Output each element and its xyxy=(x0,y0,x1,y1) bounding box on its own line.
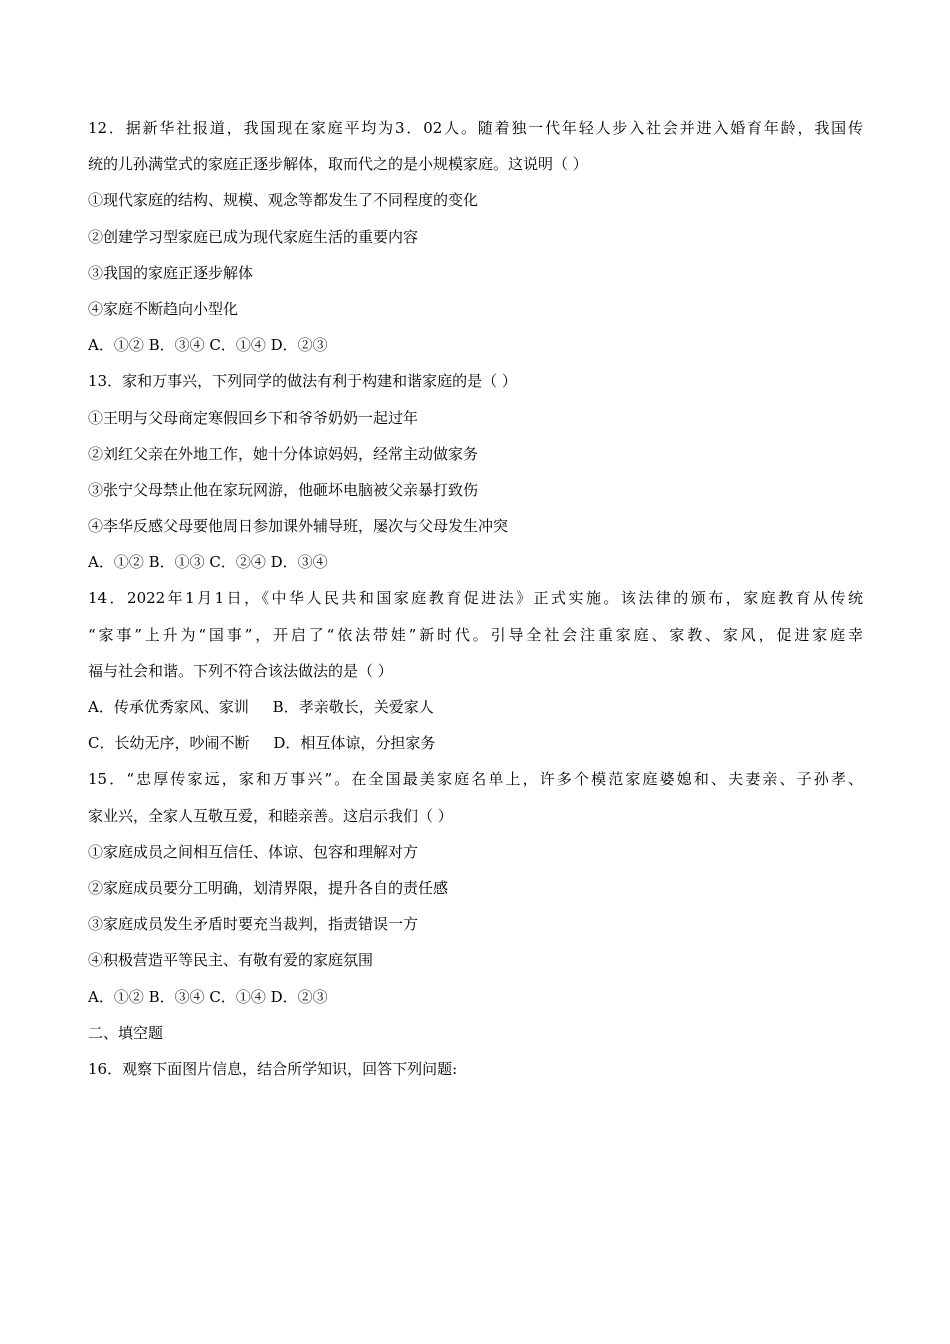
question-14-stem-line-1: 14．2022年1月1日，《中华人民共和国家庭教育促进法》正式实施。该法律的颁布，家庭教育从传统 xyxy=(88,589,863,608)
question-15-statement-4: ④积极营造平等民主、有敬有爱的家庭氛围 xyxy=(88,951,374,970)
question-12 xyxy=(88,110,863,363)
question-14-stem-line-2: “家事”上升为“国事”，开启了“依法带娃”新时代。引导全社会注重家庭、家教、家风，促进家庭幸 xyxy=(88,625,863,644)
question-12-statement-2: ②创建学习型家庭已成为现代家庭生活的重要内容 xyxy=(88,227,419,246)
question-14-stem-line-3: 福与社会和谐。下列不符合该法做法的是（ ） xyxy=(88,661,393,680)
question-16-stem: 16．观察下面图片信息，结合所学知识，回答下列问题: xyxy=(88,1059,458,1078)
question-12-options: A．①② B．③④ C．①④ D．②③ xyxy=(88,336,328,355)
question-14-options-line-1: A．传承优秀家风、家训 B．孝亲敬长，关爱家人 xyxy=(88,698,434,716)
question-13 xyxy=(88,363,863,580)
question-13-statement-1: ①王明与父母商定寒假回乡下和爷爷奶奶一起过年 xyxy=(88,408,419,427)
question-14 xyxy=(88,580,863,761)
question-15-stem-line-1: 15．“忠厚传家远，家和万事兴”。在全国最美家庭名单上，许多个模范家庭婆媳和、夫妻亲、子孙孝、 xyxy=(88,770,863,789)
question-12-stem-line-2: 统的儿孙满堂式的家庭正逐步解体，取而代之的是小规模家庭。这说明（ ） xyxy=(88,155,588,174)
section-heading-fill-in: 二、填空题 xyxy=(88,1023,164,1042)
question-15-statement-3: ③家庭成员发生矛盾时要充当裁判，指责错误一方 xyxy=(88,915,419,934)
question-13-stem-line-1: 13．家和万事兴，下列同学的做法有利于构建和谐家庭的是（ ） xyxy=(88,372,517,391)
question-12-statement-1: ①现代家庭的结构、规模、观念等都发生了不同程度的变化 xyxy=(88,191,479,210)
question-12-statement-4: ④家庭不断趋向小型化 xyxy=(88,299,239,318)
question-15-statement-2: ②家庭成员要分工明确，划清界限，提升各自的责任感 xyxy=(88,878,449,897)
question-12-statement-3: ③我国的家庭正逐步解体 xyxy=(88,263,254,282)
question-13-statement-4: ④李华反感父母要他周日参加课外辅导班，屡次与父母发生冲突 xyxy=(88,517,509,536)
question-13-statement-2: ②刘红父亲在外地工作，她十分体谅妈妈，经常主动做家务 xyxy=(88,444,479,463)
question-15 xyxy=(88,761,863,1014)
question-15-options: A．①② B．③④ C．①④ D．②③ xyxy=(88,987,328,1006)
question-13-statement-3: ③张宁父母禁止他在家玩网游，他砸坏电脑被父亲暴打致伤 xyxy=(88,480,479,499)
page-content xyxy=(88,110,863,1087)
question-14-options-line-2: C．长幼无序，吵闹不断 D．相互体谅，分担家务 xyxy=(88,734,436,753)
question-15-statement-1: ①家庭成员之间相互信任、体谅、包容和理解对方 xyxy=(88,842,419,861)
question-13-options: A．①② B．①③ C．②④ D．③④ xyxy=(88,553,328,572)
question-12-stem-line-1: 12．据新华社报道，我国现在家庭平均为3．02人。随着独一代年轻人步入社会并进入婚育年龄，我国传 xyxy=(88,119,863,137)
question-15-stem-line-2: 家业兴，全家人互敬互爱，和睦亲善。这启示我们（ ） xyxy=(88,806,453,825)
